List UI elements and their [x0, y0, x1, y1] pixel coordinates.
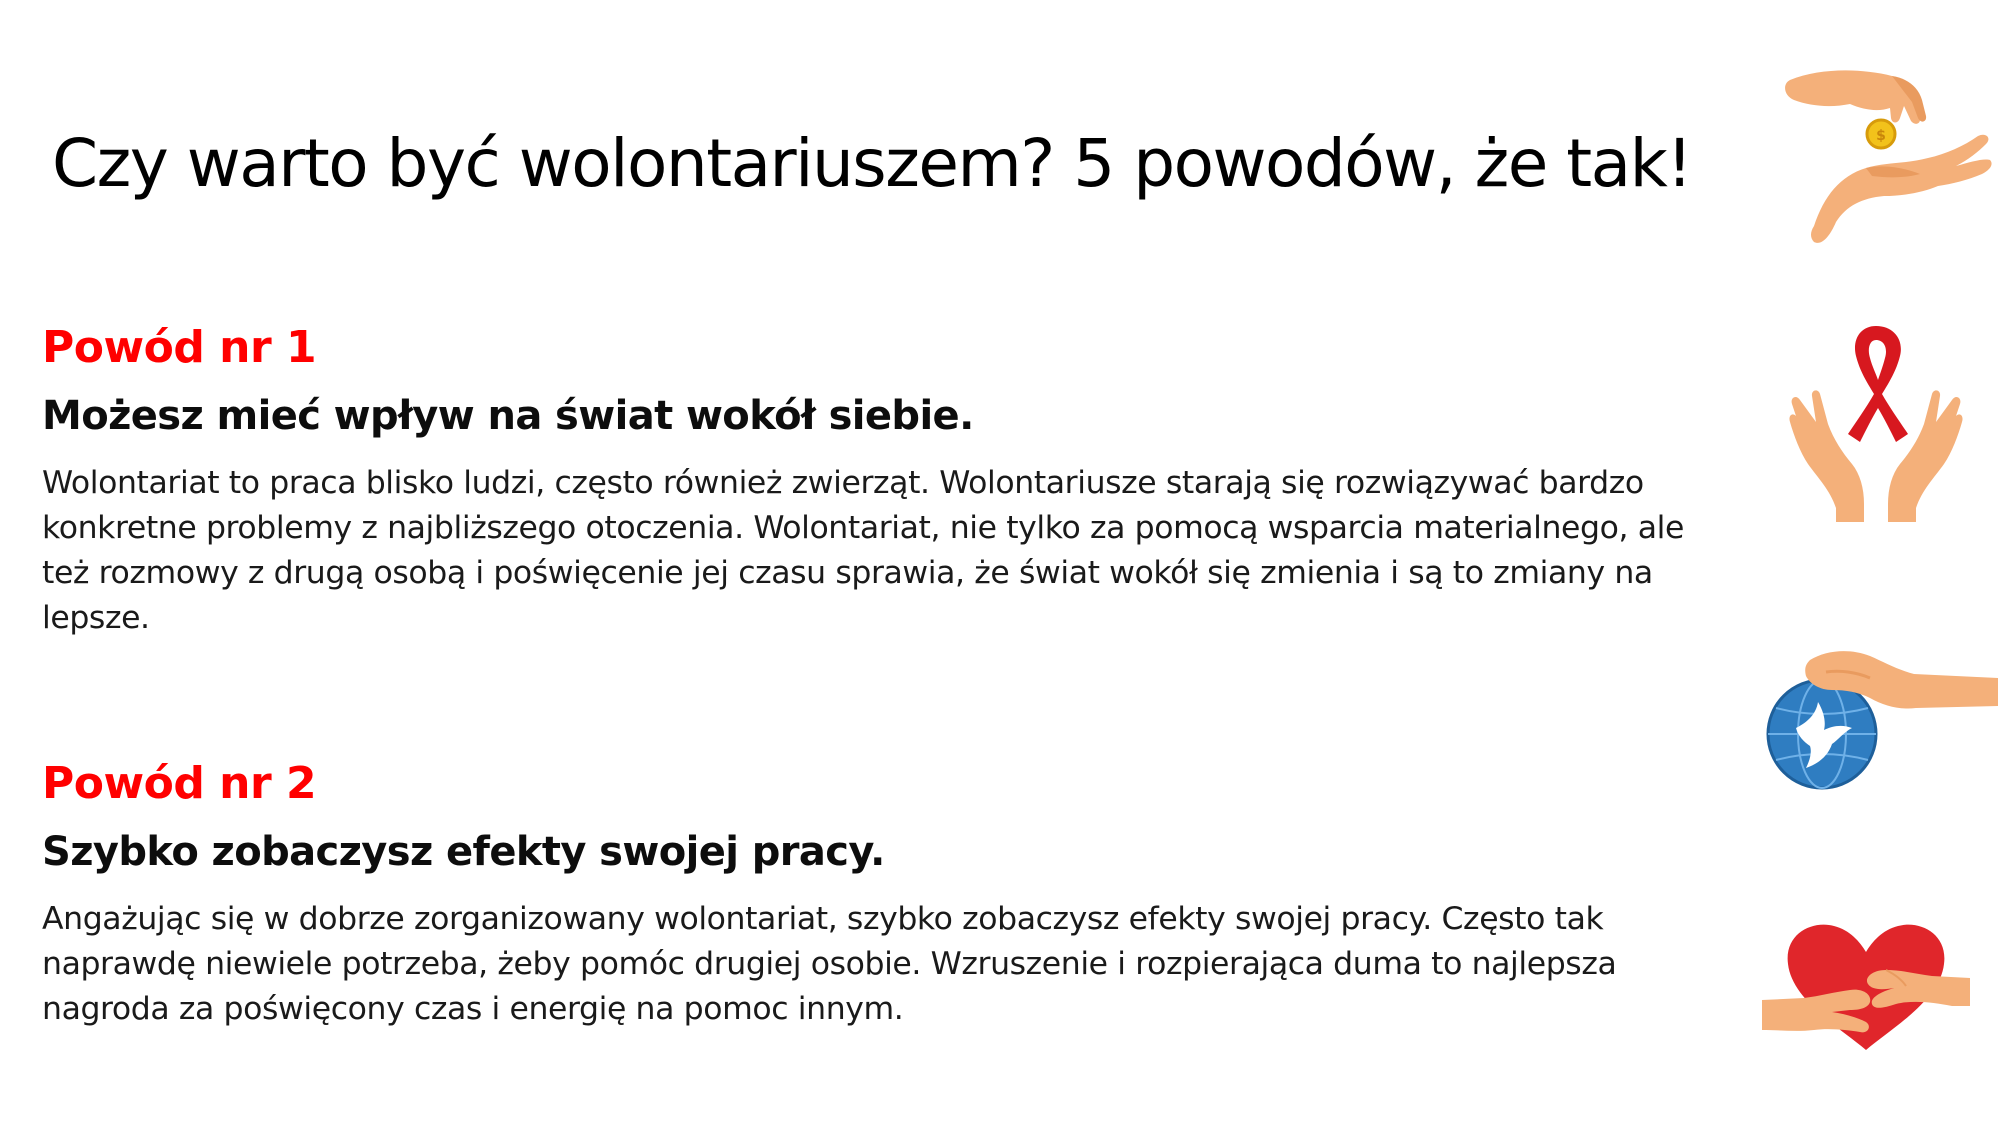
heart-hands-icon: [1762, 918, 1970, 1054]
reason-body: Angażując się w dobrze zorganizowany wolontariat, szybko zobaczysz efekty swojej pracy. Często tak naprawdę niewiele potrzeba, żeby pomóc drugiej osobie. Wzruszenie i rozpierająca duma to najlepsza nagroda za poświęcony czas i energię na pomoc innym.: [42, 900, 1617, 1027]
reason-label: Powód nr 1: [42, 322, 317, 373]
globe-dove-hand-icon: [1766, 644, 1998, 792]
reason-heading: Możesz mieć wpływ na świat wokół siebie.: [42, 392, 974, 439]
coin-hands-icon: [1780, 66, 1995, 248]
ribbon-hands-icon: [1786, 318, 1966, 524]
reason-label: Powód nr 2: [42, 758, 317, 809]
reason-heading: Szybko zobaczysz efekty swojej pracy.: [42, 828, 885, 875]
reason-section-1: [42, 322, 1722, 641]
slide-title: Czy warto być wolontariuszem? 5 powodów, że tak!: [52, 125, 1692, 202]
reason-section-2: [42, 758, 1722, 1032]
reason-body: Wolontariat to praca blisko ludzi, często również zwierząt. Wolontariusze starają się rozwiązywać bardzo konkretne problemy z najbliższego otoczenia. Wolontariat, nie tylko za pomocą wsparcia materialnego, ale też rozmowy z drugą osobą i poświęcenie jej czasu sprawia, że świat wokół się zmienia i są to zmiany na lepsze.: [42, 464, 1684, 636]
svg-text:$: $: [1876, 128, 1886, 144]
